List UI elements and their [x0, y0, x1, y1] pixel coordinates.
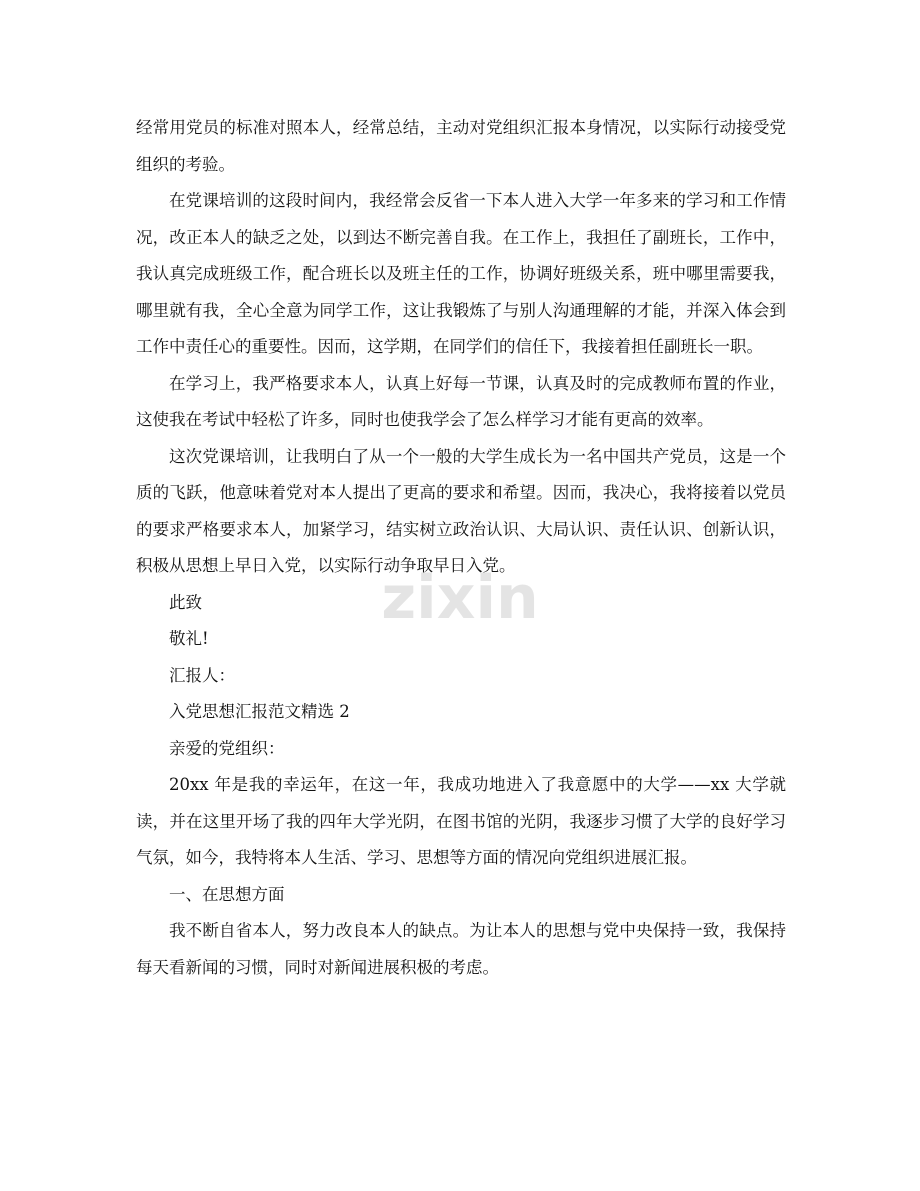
paragraph-continuation: 经常用党员的标准对照本人，经常总结，主动对党组织汇报本身情况，以实际行动接受党组织的考验。 — [136, 118, 786, 174]
watermark-text: zixin — [381, 563, 539, 633]
paragraph-lucky-year: 20xx 年是我的幸运年，在这一年，我成功地进入了我意愿中的大学——xx 大学就读，并在这里开场了我的四年大学光阴，在图书馆的光阴，我逐步习惯了大学的良好学习气氛，如今，我特将本人生活、学习、思想等方面的情况向党组织进展汇报。 — [136, 775, 786, 867]
paragraph-study: 在学习上，我严格要求本人，认真上好每一节课，认真及时的完成教师布置的作业，这使我在考试中轻松了许多，同时也使我学会了怎么样学习才能有更高的效率。 — [136, 373, 786, 429]
section-title: 入党思想汇报范文精选 2 — [169, 702, 350, 721]
closing-reporter: 汇报人： — [169, 665, 235, 685]
subheading-thought: 一、在思想方面 — [169, 884, 285, 904]
closing-regards: 敬礼! — [169, 629, 209, 648]
document-page — [136, 110, 786, 986]
paragraph-self-reflection: 我不断自省本人，努力改良本人的缺点。为让本人的思想与党中央保持一致，我保持每天看新闻的习惯，同时对新闻进展积极的考虑。 — [136, 921, 786, 977]
paragraph-party-training: 在党课培训的这段时间内，我经常会反省一下本人进入大学一年多来的学习和工作情况，改正本人的缺乏之处，以到达不断完善自我。在工作上，我担任了副班长，工作中，我认真完成班级工作，配合班长以及班主任的工作，协调好班级关系，班中哪里需要我，哪里就有我，全心全意为同学工作，这让我锻炼了与别人沟通理解的才能，并深入体会到工作中责任心的重要性。因而，这学期，在同学们的信任下，我接着担任副班长一职。 — [136, 191, 786, 356]
paragraph-resolution: 这次党课培训，让我明白了从一个一般的大学生成长为一名中国共产党员，这是一个质的飞跃，他意味着党对本人提出了更高的要求和希望。因而，我决心，我将接着以党员的要求严格要求本人，加紧学习，结实树立政治认识、大局认识、责任认识、创新认识，积极从思想上早日入党，以实际行动争取早日入党。 — [136, 446, 786, 575]
closing-salutation: 此致 — [169, 592, 202, 612]
greeting: 亲爱的党组织： — [169, 738, 285, 758]
